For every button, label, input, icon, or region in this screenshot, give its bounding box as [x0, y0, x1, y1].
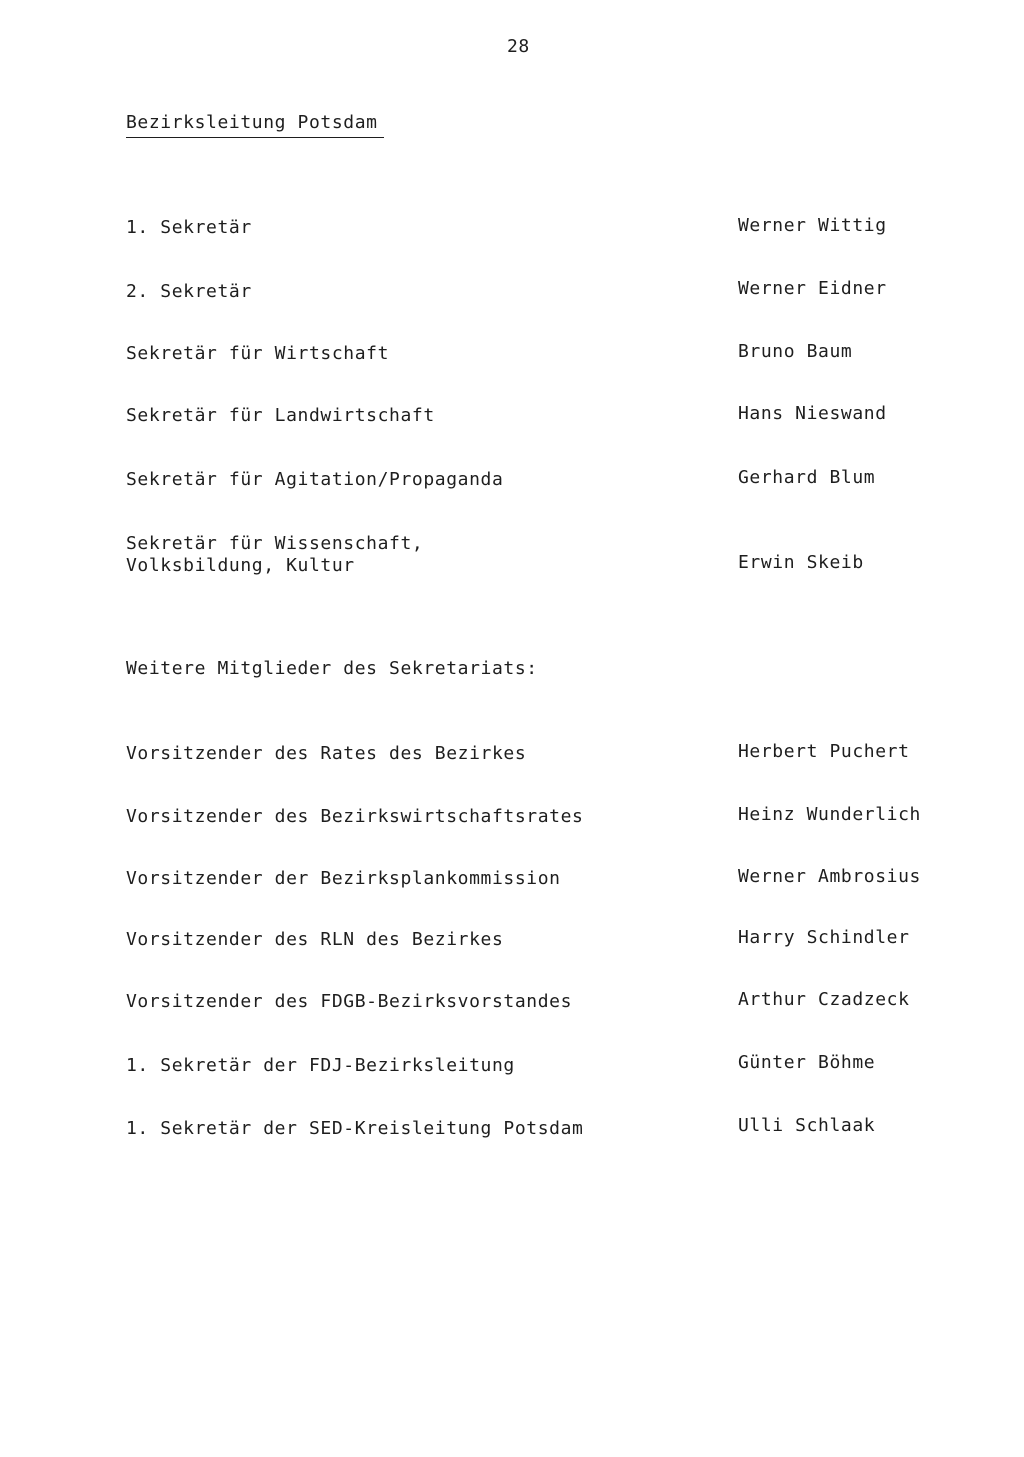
page-number: 28: [507, 36, 530, 57]
secretariat-role-multiline: [126, 533, 423, 577]
secretariat-name: Gerhard Blum: [738, 467, 876, 488]
member-role: 1. Sekretär der SED-Kreisleitung Potsdam: [126, 1118, 584, 1139]
secretariat-name: Werner Wittig: [738, 215, 887, 236]
secretariat-name: Hans Nieswand: [738, 403, 887, 424]
member-name: Herbert Puchert: [738, 741, 910, 762]
member-role: Vorsitzender des Bezirkswirtschaftsrates: [126, 806, 584, 827]
member-role: Vorsitzender des Rates des Bezirkes: [126, 743, 527, 764]
member-name: Ulli Schlaak: [738, 1115, 876, 1136]
secretariat-role: 1. Sekretär: [126, 217, 252, 238]
member-name: Harry Schindler: [738, 927, 910, 948]
further-members-heading: Weitere Mitglieder des Sekretariats:: [126, 658, 538, 679]
secretariat-role: Sekretär für Wirtschaft: [126, 343, 390, 364]
member-role: Vorsitzender des FDGB-Bezirksvorstandes: [126, 991, 573, 1012]
member-name: Günter Böhme: [738, 1052, 876, 1073]
member-role: Vorsitzender der Bezirksplankommission: [126, 868, 561, 889]
page-heading: Bezirksleitung Potsdam: [126, 112, 384, 138]
secretariat-role: Sekretär für Landwirtschaft: [126, 405, 435, 426]
secretariat-name: Werner Eidner: [738, 278, 887, 299]
member-role: Vorsitzender des RLN des Bezirkes: [126, 929, 504, 950]
secretariat-role: 2. Sekretär: [126, 281, 252, 302]
secretariat-role-line2: Volksbildung, Kultur: [126, 555, 355, 576]
secretariat-role: Sekretär für Agitation/Propaganda: [126, 469, 504, 490]
secretariat-role-line1: Sekretär für Wissenschaft,: [126, 533, 424, 554]
secretariat-name: Erwin Skeib: [738, 552, 864, 573]
member-name: Heinz Wunderlich: [738, 804, 921, 825]
member-name: Arthur Czadzeck: [738, 989, 910, 1010]
secretariat-name: Bruno Baum: [738, 341, 853, 362]
member-name: Werner Ambrosius: [738, 866, 921, 887]
member-role: 1. Sekretär der FDJ-Bezirksleitung: [126, 1055, 515, 1076]
